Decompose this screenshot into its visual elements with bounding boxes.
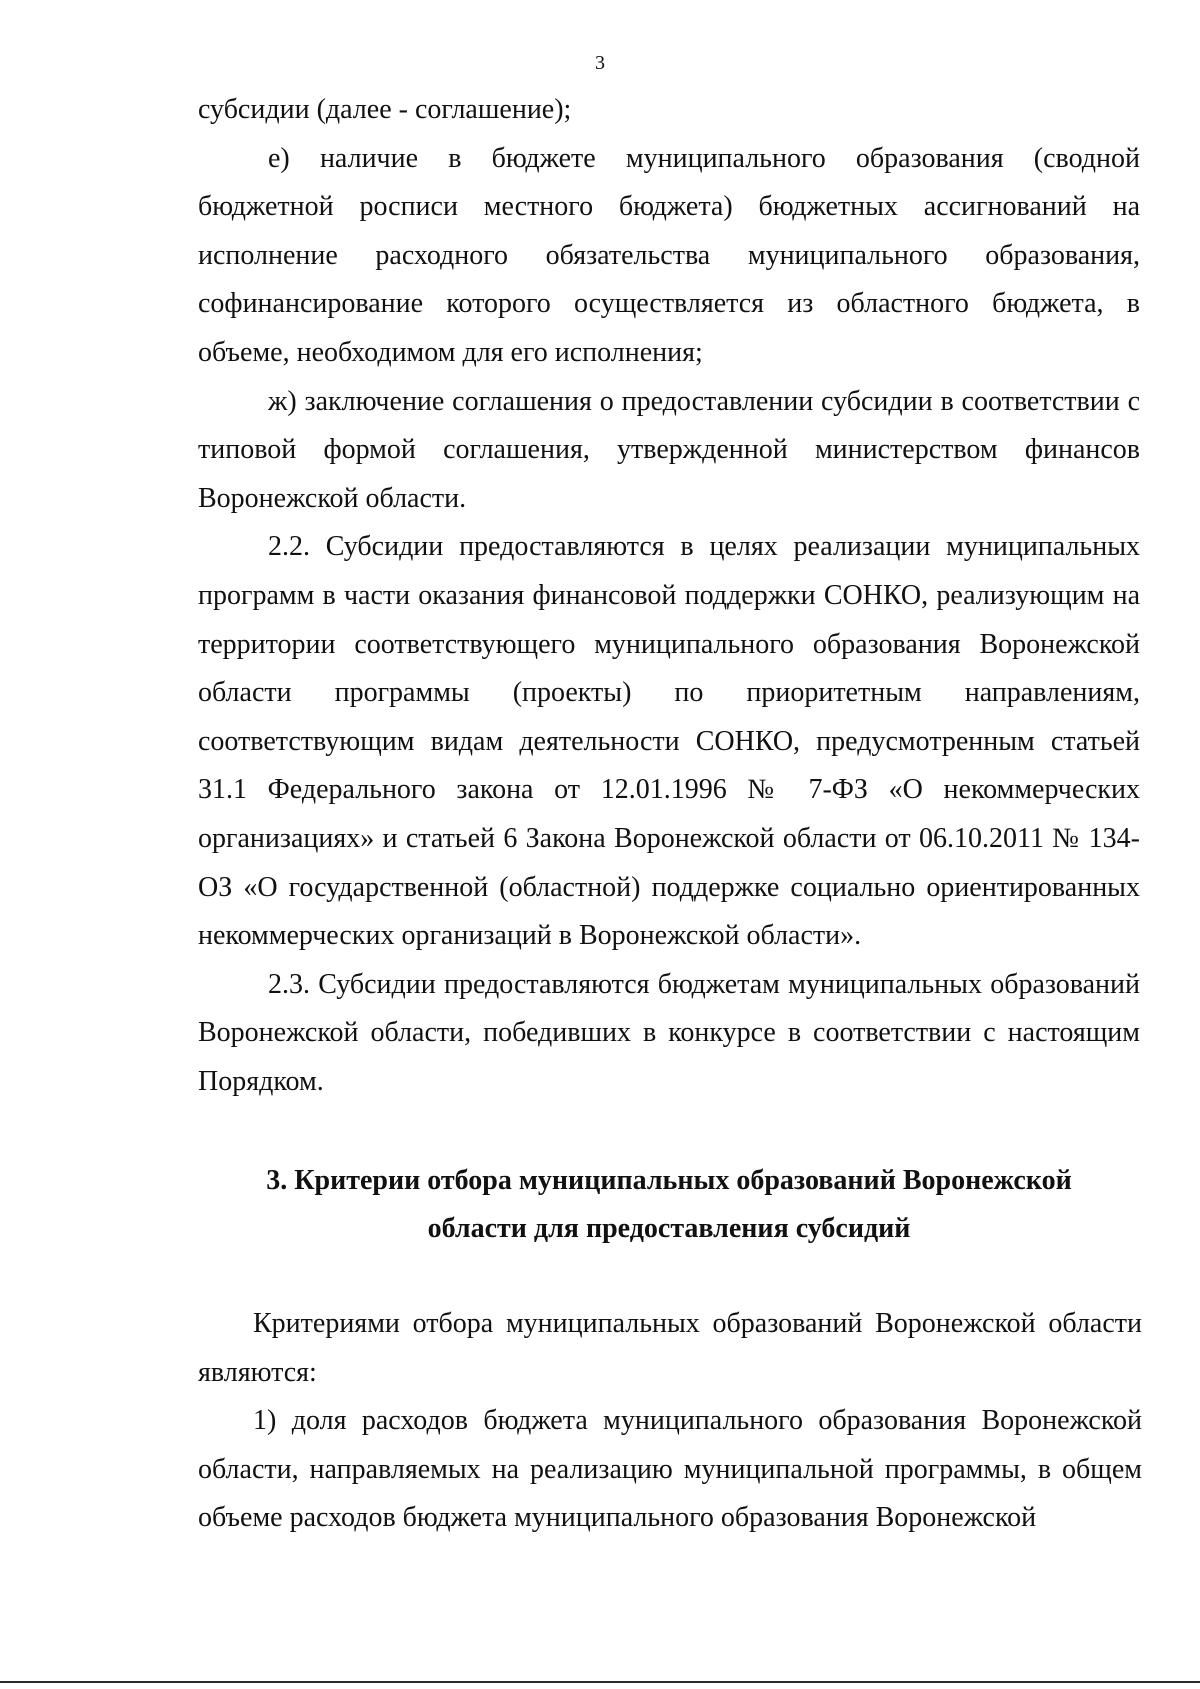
section-3-heading bbox=[198, 1157, 1140, 1253]
paragraph-item-e: е) наличие в бюджете муниципального образования (сводной бюджетной росписи местного бюджета) бюджетных ассигнований на исполнение расходного обязательства муниципального образования, софинансирование которого осуществляется из областного бюджета, в объеме, необходимом для его исполнения; bbox=[198, 142, 1140, 368]
paragraph-criterion-1: 1) доля расходов бюджета муниципального образования Воронежской области, направляемых на реализацию муниципальной программы, в общем объеме расходов бюджета муниципального образования Воронежской bbox=[198, 1405, 1142, 1534]
section-3-body bbox=[198, 1300, 1142, 1543]
paragraph-item-zh: ж) заключение соглашения о предоставлении субсидии в соответствии с типовой формой соглашения, утвержденной министерством финансов Воронежской области. bbox=[198, 385, 1140, 514]
section-3-heading-line-2: области для предоставления субсидий bbox=[427, 1213, 911, 1244]
paragraph-2-3: 2.3. Субсидии предоставляются бюджетам муниципальных образований Воронежской области, победивших в конкурсе в соответствии с настоящим Порядком. bbox=[198, 968, 1140, 1097]
page-number: 3 bbox=[595, 52, 605, 74]
paragraph-2-2: 2.2. Субсидии предоставляются в целях реализации муниципальных программ в части оказания финансовой поддержки СОНКО, реализующим на территории соответствующего муниципального образования Воронежской области программы (проекты) по приоритетным направлениям, соответствующим видам деятельности СОНКО, предусмотренным статьей 31.1 Федерального закона от 12.01.1996 № 7-ФЗ «О некоммерческих организациях» и статьей 6 Закона Воронежской области от 06.10.2011 № 134-ОЗ «О государственной (областной) поддержке социально ориентированных некоммерческих организаций в Воронежской области». bbox=[198, 531, 1140, 952]
paragraph-criteria-intro: Критериями отбора муниципальных образований Воронежской области являются: bbox=[198, 1308, 1142, 1388]
scan-edge-line bbox=[0, 1681, 1200, 1683]
document-body bbox=[198, 86, 1140, 1106]
section-3-heading-line-1: 3. Критерии отбора муниципальных образований Воронежской bbox=[266, 1165, 1072, 1196]
paragraph-agreement-continuation: субсидии (далее - соглашение); bbox=[198, 94, 572, 125]
